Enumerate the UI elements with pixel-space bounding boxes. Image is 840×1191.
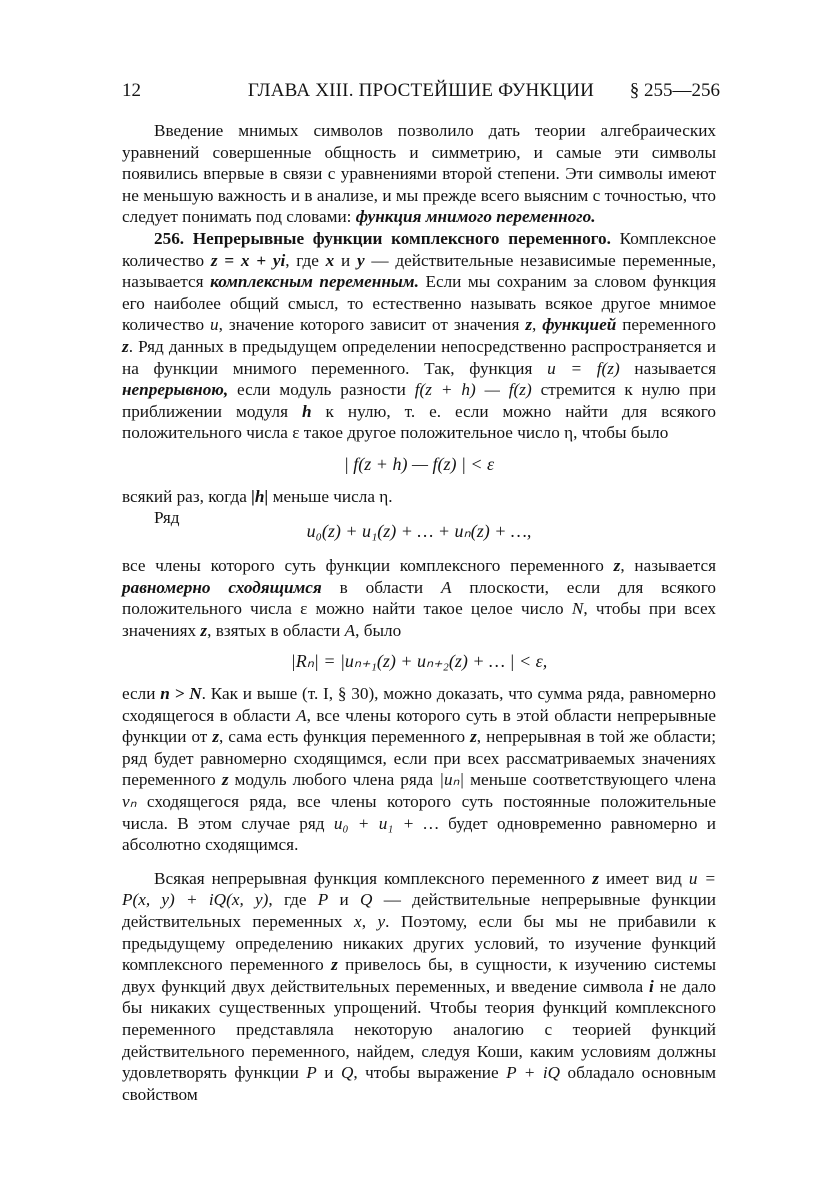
term-imaginary-function: функция мнимого переменного. [355, 207, 596, 227]
sum-continuity-paragraph: если n > N. Как и выше (т. I, § 30), можно доказать, что сумма ряда, равномерно сходящегося в области A, все члены которого суть в этой области непрерывные функции от z, сама есть функция переменного z, непрерывная в той же области; ряд будет равномерно сходящимся, если при всех рассматриваемых значениях переменного z модуль любого члена ряда |uₙ| меньше соответствующего члена vₙ сходящегося ряда, все члены которого суть постоянные положительные числа. В этом случае ряд u₀ + u₁ + … будет одновременно равномерно и абсолютно сходящимся. [122, 684, 717, 855]
series-formula: u₀(z) + u₁(z) + … + uₙ(z) + …, [306, 521, 532, 542]
term-complex-variable: комплексным переменным. [210, 272, 419, 292]
page-number: 12 [122, 80, 141, 101]
chapter-title: ГЛАВА XIII. ПРОСТЕЙШИЕ ФУНКЦИИ [247, 80, 595, 101]
running-header [122, 80, 720, 106]
intro-paragraph: Введение мнимых символов позволило дать теории алгебраических уравнений совершенные общность и симметрию, и самые эти символы появились впервые в связи с уравнениями второй степени. Эти символы имеют не меньшую важность и в анализе, и мы прежде всего выясним с точностью, что следует понимать под словами: функция мнимого переменного. [122, 121, 716, 227]
series-definition [122, 507, 716, 555]
term-continuous: непрерывною, [122, 380, 229, 400]
remainder-inequality: |Rₙ| = |uₙ₊₁(z) + uₙ₊₂(z) + … | < ε, [290, 651, 548, 672]
series-label: Ряд [154, 508, 180, 528]
section-256-paragraph: 256. Непрерывные функции комплексного переменного. Комплексное количество z = x + yi, где x и y — действительные независимые переменные, называется комплексным переменным. Если мы сохраним за словом функция его наиболее общий смысл, то естественно называть всякое другое мнимое количество u, значение которого зависит от значения z, функцией переменного z. Ряд данных в предыдущем определении непосредственно распространяется и на функции мнимого переменного. Так, функция u = f(z) называется непрерывною, если модуль разности f(z + h) — f(z) стремится к нулю при приближении модуля h к нулю, т. е. если можно найти для всякого положительного числа ε такое другое положительное число η, чтобы было [122, 228, 716, 443]
section-range: § 255—256 [629, 80, 720, 101]
cauchy-paragraph: Всякая непрерывная функция комплексного переменного z имеет вид u = P(x, y) + iQ(x, y), где P и Q — действительные непрерывные функции действительных переменных x, y. Поэтому, если бы мы не прибавили к предыдущему определению никаких других условий, то изучение функций комплексного переменного z привелось бы, в сущности, к изучению системы двух функций двух действительных переменных, и введение символа i не дало бы никаких существенных упрощений. Чтобы теория функций комплексного переменного представляла некоторую аналогию с теорией функций действительного переменного, найдем, следуя Коши, каким условиям должны удовлетворять функции P и Q, чтобы выражение P + iQ обладало основным свойством [122, 868, 717, 1104]
term-function: функцией [542, 315, 617, 335]
term-uniformly-convergent: равномерно сходящимся [122, 577, 322, 597]
page-body [122, 120, 716, 1105]
continuity-inequality: | f(z + h) — f(z) | < ε [343, 453, 495, 474]
after-inequality-line: всякий раз, когда |h| меньше числа η. [122, 486, 393, 506]
uniform-convergence-paragraph: все члены которого суть функции комплексного переменного z, называется равномерно сходящимся в области A плоскости, если для всякого положительного числа ε можно найти такое целое число N, чтобы при всех значениях z, взятых в области A, было [122, 556, 717, 640]
section-256-heading: 256. Непрерывные функции комплексного переменного. [154, 228, 611, 248]
